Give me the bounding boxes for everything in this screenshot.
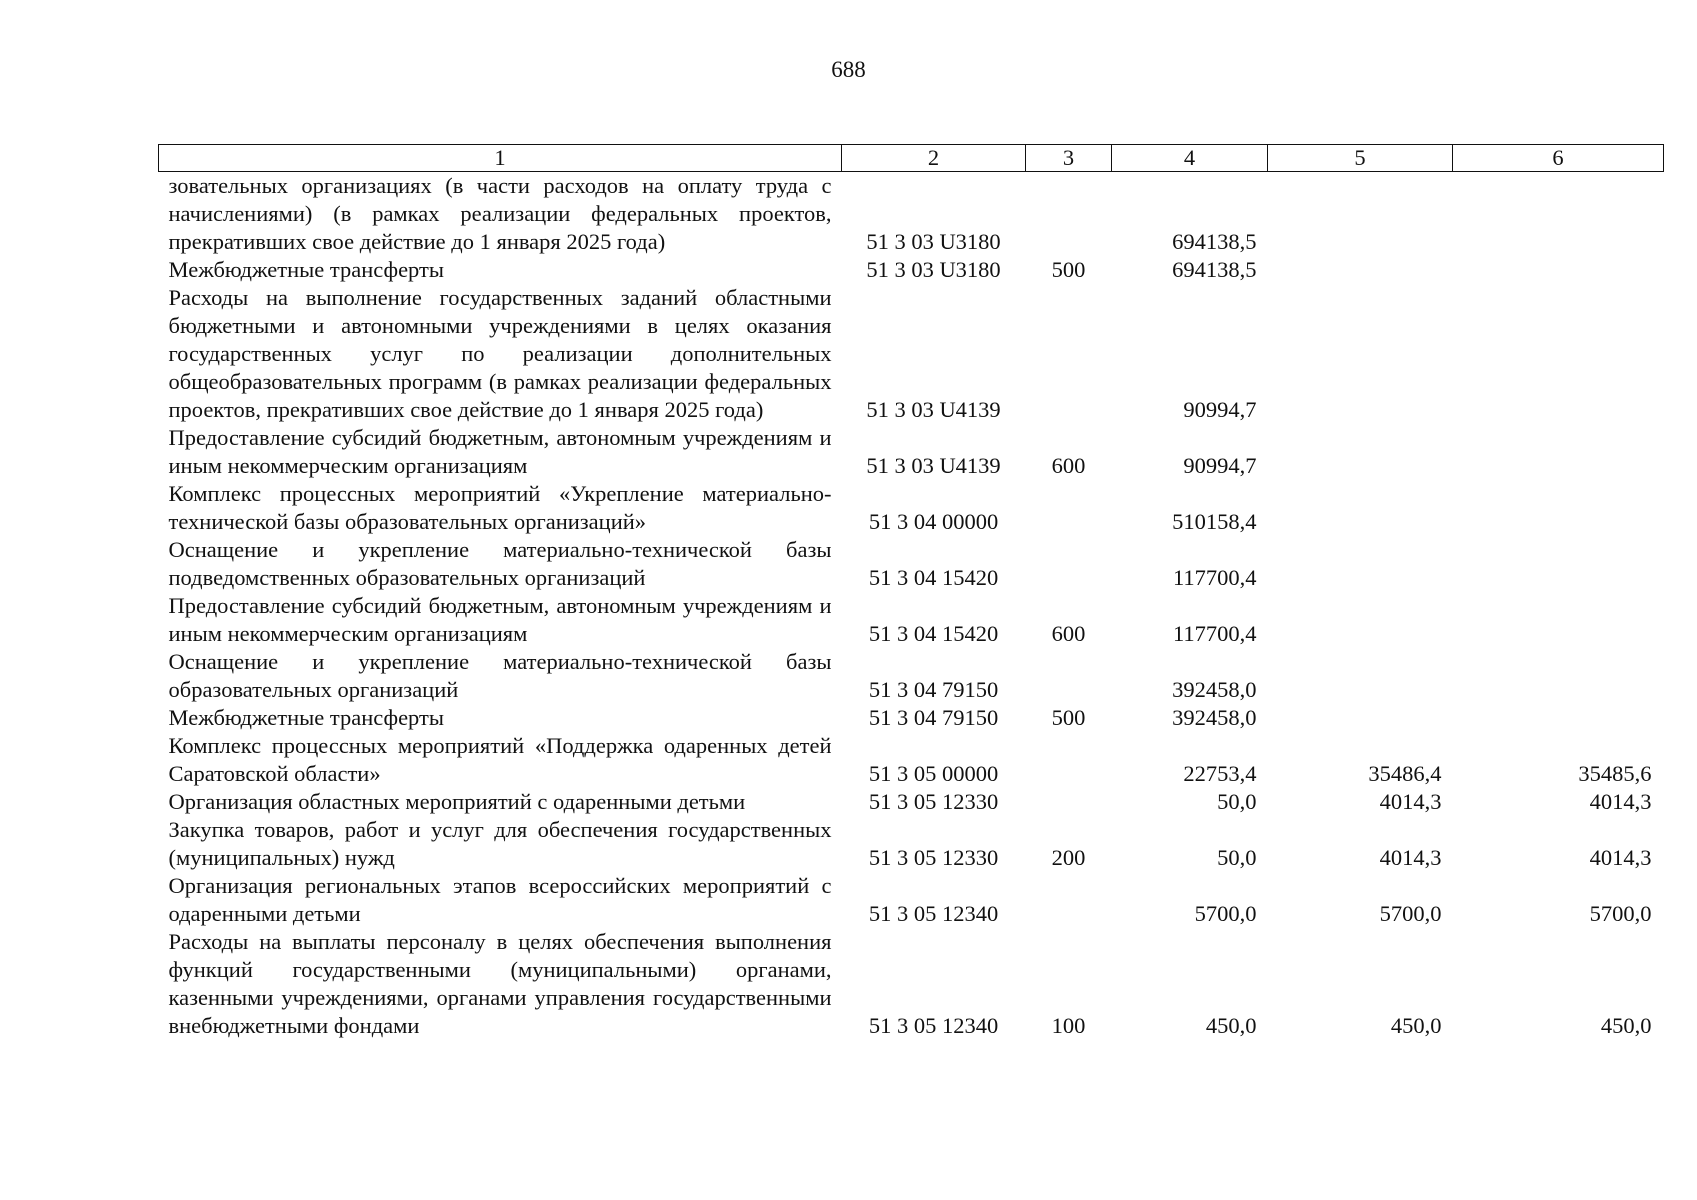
table-row [159,592,1664,648]
row-amount-col4: 510158,4 [1172,509,1257,534]
row-name: Оснащение и укрепление материально-технической базы образовательных организаций [168,649,832,702]
row-amount-col5 [1268,284,1453,424]
row-amount-col5 [1268,536,1453,592]
row-code: 51 3 05 12330 [868,789,999,814]
row-expense-type [1026,536,1112,592]
column-header-3: 3 [1026,145,1112,172]
row-expense-type [1026,872,1112,928]
row-amount-col5: 4014,3 [1379,789,1442,814]
row-amount-col5: 4014,3 [1379,845,1442,870]
row-amount-col5 [1268,172,1453,257]
row-amount-col4: 22753,4 [1183,761,1257,786]
row-code: 51 3 03 U3180 [866,229,1001,254]
row-amount-col6 [1453,256,1664,284]
row-code: 51 3 05 12340 [868,901,999,926]
budget-table [158,144,1664,1040]
table-row [159,256,1664,284]
row-code: 51 3 04 15420 [868,621,999,646]
row-amount-col6: 5700,0 [1589,901,1652,926]
page-number: 688 [831,57,866,82]
row-amount-col6 [1453,424,1664,480]
row-amount-col4: 5700,0 [1194,901,1257,926]
row-amount-col6: 450,0 [1600,1013,1652,1038]
row-amount-col6 [1453,172,1664,257]
table-row [159,648,1664,704]
row-name: Межбюджетные трансферты [168,257,444,282]
row-amount-col5 [1268,648,1453,704]
row-amount-col5 [1268,704,1453,732]
table-row [159,816,1664,872]
row-amount-col5: 35486,4 [1368,761,1442,786]
row-name: Комплекс процессных мероприятий «Укрепление материально-технической базы образовательных организаций» [168,481,832,534]
row-expense-type: 500 [1051,705,1086,730]
column-header-4: 4 [1112,145,1268,172]
row-amount-col6: 35485,6 [1578,761,1652,786]
row-amount-col6 [1453,284,1664,424]
row-amount-col6 [1453,648,1664,704]
row-code: 51 3 05 12330 [868,845,999,870]
row-code: 51 3 03 U4139 [866,453,1001,478]
row-amount-col6: 4014,3 [1589,845,1652,870]
column-header-6: 6 [1453,145,1664,172]
row-name: Расходы на выплаты персоналу в целях обеспечения выполнения функций государственными (муниципальными) органами, казенными учреждениями, органами управления государственными внебюджетными фондами [168,929,832,1038]
row-name: Организация региональных этапов всероссийских мероприятий с одаренными детьми [168,873,832,926]
row-name: Расходы на выполнение государственных заданий областными бюджетными и автономными учреждениями в целях оказания государственных услуг по реализации дополнительных общеобразовательных программ (в рамках реализации федеральных проектов, прекративших свое действие до 1 января 2025 года) [168,285,832,422]
column-header-1: 1 [159,145,842,172]
row-expense-type [1026,732,1112,788]
table-row [159,732,1664,788]
row-amount-col6 [1453,704,1664,732]
row-code: 51 3 05 12340 [868,1013,999,1038]
row-amount-col4: 50,0 [1217,845,1257,870]
row-amount-col5 [1268,480,1453,536]
column-header-2: 2 [842,145,1026,172]
row-code: 51 3 04 79150 [868,705,999,730]
row-expense-type [1026,480,1112,536]
table-row [159,872,1664,928]
row-amount-col4: 117700,4 [1172,621,1257,646]
row-name: Предоставление субсидий бюджетным, автономным учреждениям и иным некоммерческим организациям [168,593,832,646]
table-row [159,172,1664,257]
row-amount-col6 [1453,536,1664,592]
row-name: Комплекс процессных мероприятий «Поддержка одаренных детей Саратовской области» [168,733,832,786]
row-amount-col4: 694138,5 [1172,257,1257,282]
table-body [159,172,1664,1041]
row-expense-type: 100 [1051,1013,1086,1038]
table-row [159,284,1664,424]
table-header-row [159,145,1664,172]
row-amount-col4: 50,0 [1217,789,1257,814]
row-name: Предоставление субсидий бюджетным, автономным учреждениям и иным некоммерческим организациям [168,425,832,478]
row-expense-type: 500 [1051,257,1086,282]
row-expense-type [1026,172,1112,257]
row-amount-col4: 392458,0 [1172,677,1257,702]
row-amount-col5: 5700,0 [1379,901,1442,926]
row-expense-type [1026,788,1112,816]
table-row [159,480,1664,536]
row-amount-col5 [1268,424,1453,480]
row-code: 51 3 03 U3180 [866,257,1001,282]
row-code: 51 3 04 00000 [868,509,999,534]
row-amount-col6 [1453,480,1664,536]
row-amount-col6: 4014,3 [1589,789,1652,814]
row-amount-col5 [1268,256,1453,284]
row-name: Организация областных мероприятий с одаренными детьми [168,789,746,814]
row-amount-col5: 450,0 [1390,1013,1442,1038]
row-name: Закупка товаров, работ и услуг для обеспечения государственных (муниципальных) нужд [168,817,832,870]
row-name: зовательных организациях (в части расходов на оплату труда с начислениями) (в рамках реализации федеральных проектов, прекративших свое действие до 1 января 2025 года) [168,173,832,254]
row-expense-type: 600 [1051,453,1086,478]
row-name: Межбюджетные трансферты [168,705,444,730]
row-expense-type [1026,648,1112,704]
row-amount-col6 [1453,592,1664,648]
table-row [159,704,1664,732]
table-row [159,536,1664,592]
table-row [159,928,1664,1040]
row-amount-col4: 90994,7 [1183,453,1257,478]
row-expense-type [1026,284,1112,424]
row-expense-type: 200 [1051,845,1086,870]
row-amount-col4: 90994,7 [1183,397,1257,422]
table-row [159,788,1664,816]
row-expense-type: 600 [1051,621,1086,646]
row-code: 51 3 04 15420 [868,565,999,590]
row-amount-col4: 392458,0 [1172,705,1257,730]
row-amount-col4: 450,0 [1205,1013,1257,1038]
row-amount-col4: 117700,4 [1172,565,1257,590]
row-amount-col4: 694138,5 [1172,229,1257,254]
row-amount-col5 [1268,592,1453,648]
table-row [159,424,1664,480]
row-name: Оснащение и укрепление материально-технической базы подведомственных образовательных организаций [168,537,832,590]
row-code: 51 3 03 U4139 [866,397,1001,422]
row-code: 51 3 04 79150 [868,677,999,702]
column-header-5: 5 [1268,145,1453,172]
row-code: 51 3 05 00000 [868,761,999,786]
